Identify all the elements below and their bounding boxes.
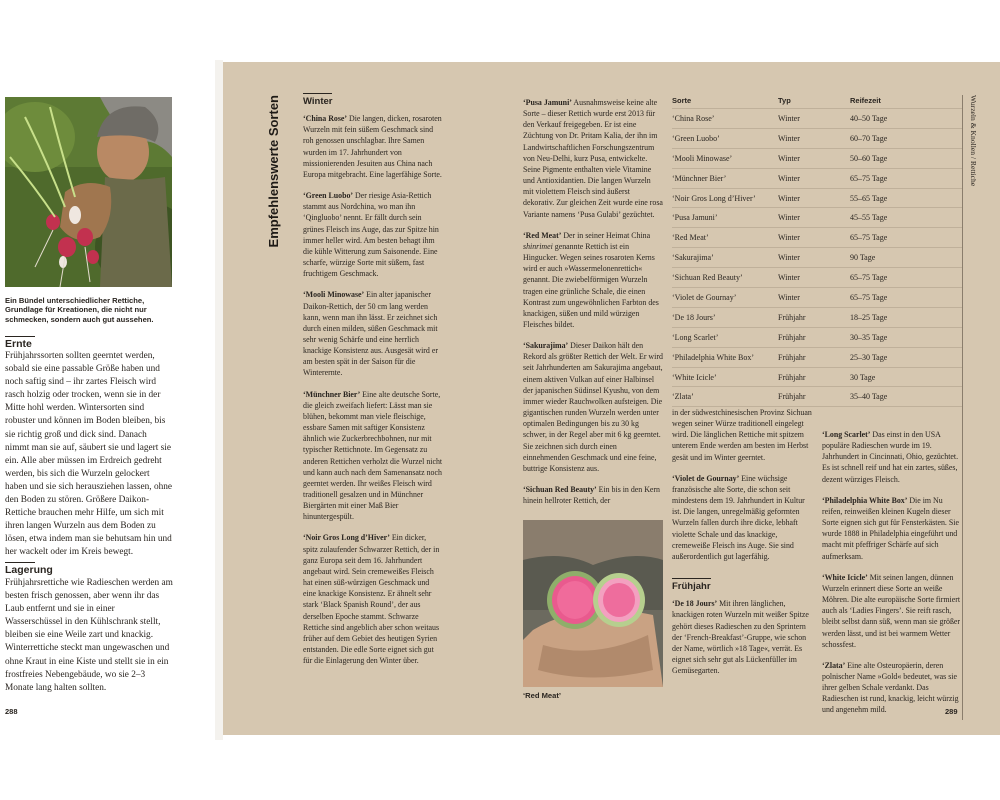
table-row: [672, 308, 962, 328]
heading-ernte: Ernte: [5, 336, 35, 350]
cell-typ: Winter: [778, 292, 800, 302]
entry-white-icicle: ‘White Icicle’ Mit seinen langen, dünnen Wurzeln erinnert diese Sorte an weiße Möhren. Die alte europäische Sorte firmiert auch als ‘Ladies Fingers’. Sie reift rasch, bleibt selbst dann süß, wenn man sie größer werden lässt, und ist bei warmem Wetter schossfest.: [822, 572, 961, 649]
cell-sorte: ‘Sichuan Red Beauty’: [672, 273, 743, 283]
table-row: [672, 228, 962, 248]
cell-reifezeit: 40–50 Tage: [850, 113, 888, 123]
side-label-text: Wurzeln & Knollen / Rettiche: [969, 95, 978, 187]
red-meat-radish-photo: [523, 520, 663, 687]
entry-mooli-minowase: ‘Mooli Minowase’ Ein alter japanischer Daikon-Rettich, der 50 cm lang werden kann, wenn man ihn lässt. Er zeichnet sich durch einen milden, süßen Geschmack mit sehr wenig Schärfe und eine herrlich knackige Konsistenz aus. Ausgesät wird er am besten spät in der Saison für die Winterernte.: [303, 290, 438, 378]
entry-red-meat: ‘Red Meat’ Der in seiner Heimat China shinrimei genannte Rettich ist ein Hingucker. Wegen seines rosaroten Kerns wird er auch »Wassermelonenrettich« genannt. Die zwiebelförmigen Wurzeln tragen eine grünliche Schale, die einen Kontrast zum ungewöhnlichen Farbton des knackigen, süßen und mild würzigen Fleisches bildet.: [523, 230, 659, 329]
cell-sorte: ‘Sakurajima’: [672, 253, 714, 263]
entry-philadelphia-white-box: ‘Philadelphia White Box’ Die im Nu reifen, reinweißen kleinen Kugeln dieser Sorte eignen sich gut für Fensterkästen. Sie wurde 1888 in Philadelphia eingeführt und macht mit pfeffriger Schärfe auf sich aufmerksam.: [822, 495, 959, 561]
side-label: [967, 95, 981, 225]
table-row: [672, 208, 962, 228]
photo-caption: Ein Bündel unterschiedlicher Rettiche, Grundlage für Kreationen, die nicht nur schmecken, sondern auch gut aussehen.: [5, 296, 154, 324]
table-row: [672, 189, 962, 209]
radish-bundle-photo: [5, 97, 172, 287]
table-header: [672, 92, 962, 109]
section-fruehjahr: Frühjahr: [672, 578, 711, 592]
vertical-title-text: Empfehlenswerte Sorten: [266, 95, 281, 248]
cell-sorte: ‘Münchner Bier’: [672, 173, 727, 183]
book-spine: [215, 60, 223, 740]
cell-sorte: ‘Zlata’: [672, 392, 694, 402]
cell-reifezeit: 65–75 Tage: [850, 292, 888, 302]
cell-reifezeit: 55–65 Tage: [850, 193, 888, 203]
column-2: [523, 97, 663, 516]
cell-typ: Frühjahr: [778, 372, 806, 382]
cell-typ: Winter: [778, 133, 800, 143]
entry-noir-gros: ‘Noir Gros Long d’Hiver’ Ein dicker, spitz zulaufender Schwarzer Rettich, der in ganz Europa seit dem 16. Jahrhundert angebaut wird. Sein cremeweißes Fleisch hat einen süß-würzigen Geschmack und eine knackige Konsistenz. Er ähnelt sehr stark ‘Black Spanish Round’, der aus derselben Epoche stammt. Schwarze Rettiche sind angeblich aber schon weitaus früher auf dem Gebiet des heutigen Syrien entstanden. Die edle Sorte eignet sich gut für die Einlagerung den Winter über.: [303, 533, 440, 666]
cell-reifezeit: 65–75 Tage: [850, 233, 888, 243]
entry-sichuan-continued: in der südwestchinesischen Provinz Sichuan wegen seiner Würze traditionell eingelegt wird. Die länglichen Rettiche mit spitzem unterem Ende werden am besten im Herbst gesät und im Winter geerntet.: [672, 408, 812, 462]
vertical-title: [248, 95, 281, 275]
section-winter: Winter: [303, 93, 332, 107]
cell-sorte: ‘Philadelphia White Box’: [672, 352, 755, 362]
cell-reifezeit: 30–35 Tage: [850, 332, 888, 342]
cell-sorte: ‘Mooli Minowase’: [672, 153, 733, 163]
cell-reifezeit: 30 Tage: [850, 372, 876, 382]
cell-reifezeit: 35–40 Tage: [850, 392, 888, 402]
cell-reifezeit: 65–75 Tage: [850, 173, 888, 183]
table-row: [672, 348, 962, 368]
column-4: [822, 429, 962, 726]
entry-china-rose: ‘China Rose’ Die langen, dicken, rosaroten Wurzeln mit fein süßem Geschmack sind roh genossen unschlagbar. Ihre Samen wurden im 17. Jahrhundert von missionierenden Jesuiten aus China nach Europa mitgebracht. Eine lagerfähige Sorte.: [303, 114, 442, 179]
entry-long-scarlet: ‘Long Scarlet’ Das einst in den USA populäre Radieschen wurde im 19. Jahrhundert in Cincinnati, Ohio, gezüchtet. Es ist schnell reif und hat ein zartes, süßes, dezent würziges Fleisch.: [822, 430, 959, 484]
column-1: [303, 93, 443, 676]
cell-typ: Frühjahr: [778, 312, 806, 322]
entry-muenchner-bier: ‘Münchner Bier’ Eine alte deutsche Sorte, die gleich zweifach liefert: Lässt man sie blühen, bekommt man viele fleischige, essbare Samen mit saftiger Konsistenz ähnlich wie Zuckerbrechbohnen, nur mit typischer Rettichnote. Im Gegensatz zu anderen Rettichen verholzt die Wurzel nicht und kann auch nach dem Samenansatz noch geerntet werden. Ihr weißes Fleisch wird traditionell gesalzen und in Münchner Biergärten mit einer Maß Bier hinuntergespült.: [303, 389, 443, 522]
entry-green-luobo: ‘Green Luobo’ Der riesige Asia-Rettich stammt aus Nordchina, wo man ihn ‘Qingluobo’ nennt. Er fällt durch sein grünes Fleisch ins Auge, das zur Spitze hin immer heller wird. Am besten behagt ihm die kühle Witterung zum Saisonende. Eine scharfe, würzige Sorte mit süßem, fast fruchtigem Geschmack.: [303, 191, 439, 279]
table-body: [672, 109, 962, 407]
varieties-table: [672, 92, 962, 407]
cell-sorte: ‘Long Scarlet’: [672, 332, 719, 342]
cell-typ: Winter: [778, 233, 800, 243]
text-lagerung: Frühjahrsrettiche wie Radieschen werden am besten frisch genossen, aber wenn ihr das Laub entfernt und sie in einer Wasserschüssel in den Kühlschrank stellt, bleiben sie eine Weile zart und knackig. Winterrettiche steckt man ungewaschen und ohne Kraut in eine Kiste und stellt sie in ein frostfreies Nebengebäude, wo sie 2–3 Monate lang halten sollten.: [5, 578, 173, 693]
cell-sorte: ‘Red Meat’: [672, 233, 709, 243]
cell-typ: Winter: [778, 273, 800, 283]
table-row: [672, 129, 962, 149]
cell-sorte: ‘Pusa Jamuni’: [672, 213, 718, 223]
cell-sorte: ‘White Icicle’: [672, 372, 717, 382]
page-number-right: 289: [945, 707, 958, 716]
entry-pusa-jamuni: ‘Pusa Jamuni’ Ausnahmsweise keine alte Sorte – dieser Rettich wurde erst 2013 für den Verkauf freigegeben. Er ist eine Züchtung von Dr. Pritam Kalia, der ihn im Landwirtschaftlichen Forschungszentrum von Neu-Delhi, kurz Pusa, entwickelte. Seine Pigmente enthalten viele Vitamine und Antioxidantien. Die langen Wurzeln mit violettem Fleisch sind äußerst dekorativ. Zur gleichen Zeit wurde eine rosa Variante namens ‘Pusa Gulabi’ gezüchtet.: [523, 98, 663, 219]
cell-typ: Winter: [778, 193, 800, 203]
table-row: [672, 149, 962, 169]
cell-typ: Winter: [778, 113, 800, 123]
cell-reifezeit: 90 Tage: [850, 253, 876, 263]
entry-zlata: ‘Zlata’ Eine alte Osteuropäerin, deren polnischer Name »Gold« bedeutet, was sie ihrer gelben Schale verdankt. Das Radieschen ist rund, knackig, leicht würzig und angenehm mild.: [822, 660, 959, 715]
column-3: [672, 407, 812, 686]
table-row: [672, 268, 962, 288]
cell-reifezeit: 25–30 Tage: [850, 352, 888, 362]
cell-reifezeit: 60–70 Tage: [850, 133, 888, 143]
header-typ: Typ: [778, 95, 791, 105]
entry-de-18-jours: ‘De 18 Jours’ Mit ihren länglichen, knackigen roten Wurzeln mit weißer Spitze gehört dieses Radieschen zu den Sprintern der ‘French-Breakfast’-Gruppe, wie schon der Name, wörtlich »18 Tage«, verrät. Es eignet sich sehr gut als Lückenfüller im Gemüsegarten.: [672, 599, 809, 676]
header-sorte: Sorte: [672, 95, 692, 105]
entry-sakurajima: ‘Sakurajima’ Dieser Daikon hält den Rekord als größter Rettich der Welt. Er wird seit Jahrhunderten am Sakurajima angebaut, einem aktiven Vulkan auf einer Halbinsel der japanischen Südinsel Kyushu, von dem immer wieder Rauchwolken aufsteigen. Die gigantischen runden Wurzeln werden unter optimalen Bedingungen bis zu 30 kg schwer, in der Regel aber mit 6 kg geerntet. Sie zeichnen sich durch einen einnehmenden Geschmack und eine feine, buttrige Konsistenz aus.: [523, 341, 663, 473]
cell-typ: Frühjahr: [778, 332, 806, 342]
heading-lagerung: Lagerung: [5, 564, 53, 576]
cell-sorte: ‘Noir Gros Long d’Hiver’: [672, 193, 756, 203]
table-row: [672, 248, 962, 268]
header-reifezeit: Reifezeit: [850, 95, 881, 105]
cell-sorte: ‘Green Luobo’: [672, 133, 720, 143]
entry-sichuan: ‘Sichuan Red Beauty’ Ein bis in den Kern hinein hellroter Rettich, der: [523, 485, 660, 506]
cell-reifezeit: 65–75 Tage: [850, 273, 888, 283]
cell-sorte: ‘De 18 Jours’: [672, 312, 716, 322]
table-row: [672, 328, 962, 348]
side-rule: [962, 95, 963, 720]
cell-typ: Winter: [778, 253, 800, 263]
table-row: [672, 109, 962, 129]
cell-reifezeit: 50–60 Tage: [850, 153, 888, 163]
cell-sorte: ‘China Rose’: [672, 113, 715, 123]
page-number-left: 288: [5, 707, 18, 716]
cell-reifezeit: 18–25 Tage: [850, 312, 888, 322]
cell-typ: Winter: [778, 153, 800, 163]
entry-violet-de-gournay: ‘Violet de Gournay’ Eine wüchsige französische alte Sorte, die schon seit mindestens dem 19. Jahrhundert in Kultur ist. Die langen, unregelmäßig geformten Wurzeln fallen durch ihre dicke, lebhaft violette Schale und das knackige, cremeweiße Fleisch ins Auge. Sie sind außerordentlich gut lagerfähig.: [672, 473, 805, 561]
table-row: [672, 387, 962, 407]
cell-typ: Winter: [778, 173, 800, 183]
cell-typ: Winter: [778, 213, 800, 223]
table-row: [672, 288, 962, 308]
cell-typ: Frühjahr: [778, 352, 806, 362]
text-ernte: Frühjahrssorten sollten geerntet werden, sobald sie eine passable Größe haben und noch saftig sind – ihr zartes Fleisch wird rasch holzig oder trocken, wenn sie in der Mitte hohl werden. Wintersorten sind robuster und können im Boden bleiben, bis sie richtig groß und dick sind. Danach nimmt man sie auf, säubert sie und lagert sie ein. Alle aber müssen im Erdreich gedreht werden, bis sich die Wurzeln gelockert haben und sie sich herausziehen lassen, ohne den Boden zu stören. Größere Daikon-Rettiche brauchen mehr Hilfe, um sich mit ihren langen Wurzeln aus dem Boden zu lösen, etwa indem man sie behutsam hin und her wackelt oder im Kreis bewegt.: [5, 351, 173, 558]
cell-typ: Frühjahr: [778, 392, 806, 402]
table-row: [672, 368, 962, 388]
cell-reifezeit: 45–55 Tage: [850, 213, 888, 223]
cell-sorte: ‘Violet de Gournay’: [672, 292, 737, 302]
table-row: [672, 169, 962, 189]
red-meat-caption: ‘Red Meat’: [523, 691, 561, 700]
